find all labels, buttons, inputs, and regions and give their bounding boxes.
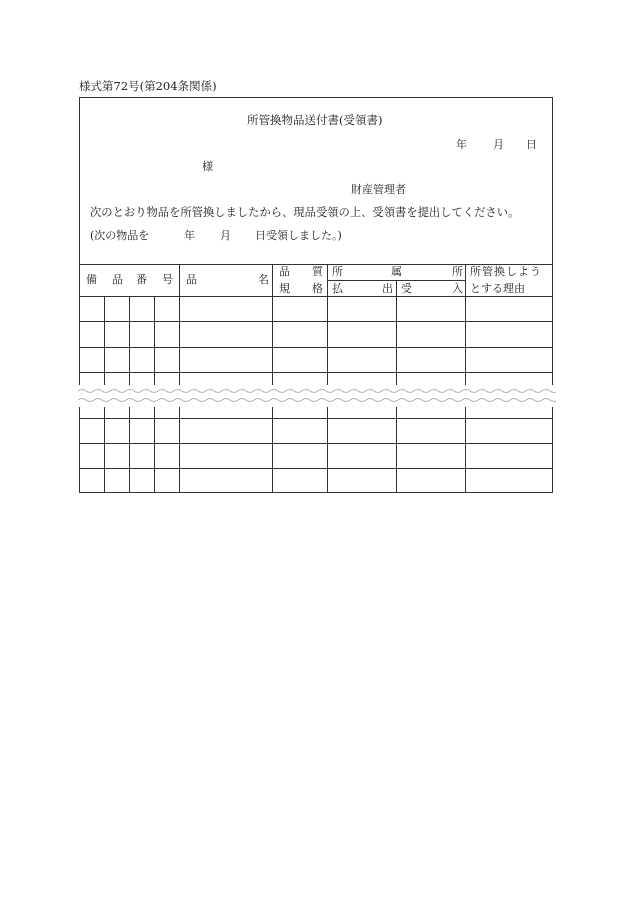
header-spec-char: 規 [279,282,290,295]
receipt-year-label: 年 [184,229,195,242]
form-title: 所管換物品送付書(受領書) [247,113,383,127]
table-row [80,372,552,373]
header-affiliation-char: 属 [391,265,402,278]
header-spec-char: 格 [312,282,323,295]
table-row [80,321,552,322]
omission-break [78,385,556,407]
header-number-char: 番 [136,273,147,286]
header-quality-char: 品 [279,265,290,278]
header-out-char: 払 [332,282,343,295]
header-reason-line2: とする理由 [470,282,525,295]
header-bottom-border [80,296,552,297]
date-day-label: 日 [526,138,537,151]
header-out-char: 出 [382,282,393,295]
header-name-char: 品 [186,273,197,286]
header-in-char: 受 [401,282,412,295]
header-name-char: 名 [258,273,269,286]
table-row [80,347,552,348]
header-affiliation-char: 所 [332,265,343,278]
form-number-label: 様式第72号(第204条関係) [79,79,217,93]
form-frame [79,97,553,493]
date-month-label: 月 [493,138,504,151]
header-in-char: 入 [452,282,463,295]
table-row [80,443,552,444]
header-number-char: 備 [86,273,97,286]
table-row [80,468,552,469]
header-quality-char: 質 [312,265,323,278]
header-affiliation-char: 所 [452,265,463,278]
header-number-char: 品 [112,273,123,286]
receipt-line-prefix: (次の物品を [90,229,150,242]
receipt-month-label: 月 [220,229,231,242]
column-divider [272,264,273,493]
instruction-text: 次のとおり物品を所管換しましたから、現品受領の上、受領書を提出してください。 [90,206,520,219]
column-divider [179,264,180,493]
table-row [80,418,552,419]
header-reason-line1: 所管換しよう [470,265,542,278]
column-divider [327,264,328,493]
addressee-suffix: 様 [202,160,213,173]
receipt-day-text: 日受領しました。) [255,229,342,242]
sender-title: 財産管理者 [351,183,406,196]
date-year-label: 年 [456,138,467,151]
column-divider [465,264,466,493]
header-number-char: 号 [162,273,173,286]
